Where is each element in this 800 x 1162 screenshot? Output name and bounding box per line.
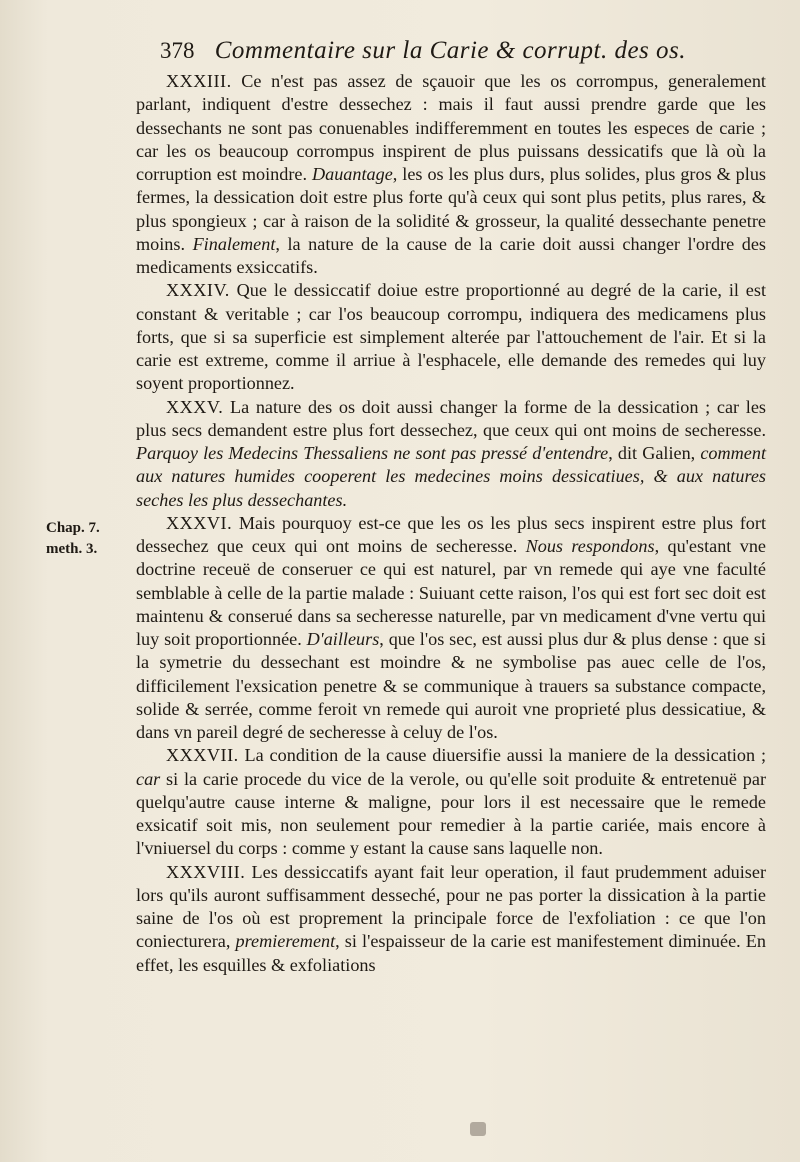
paragraph-number: XXXVI. — [166, 512, 233, 533]
paragraph — [136, 279, 766, 395]
italic-text: Dauantage — [311, 164, 393, 184]
paragraph-number: XXXVII. — [166, 745, 239, 766]
text-run: La nature des os doit aussi changer la forme de la dessication ; car les plus secs demandent estre plus fort dessechez, que ceux qui ont moins de secheresse. — [136, 396, 767, 440]
body-text — [136, 70, 766, 977]
text-run: Les dessiccatifs ayant fait leur operation, il faut prudemment aduiser lors qu'ils auront suffisamment desseché, pour ne pas porter la dissication à la partie saine de l'os où est proprement la principale force de l'exfoliation : ce que l'on coniecturera, — [136, 861, 767, 952]
margin-reference-chapter: Chap. 7. — [46, 520, 100, 536]
paragraph-number: XXXIV. — [166, 280, 230, 301]
page-number: 378 — [160, 38, 195, 63]
text-run: , si l'espaisseur de la carie est manifestement diminuée. En effet, les esquilles & exfoliations — [136, 931, 766, 975]
text-run: , la nature de la cause de la carie doit aussi changer l'ordre des medicaments exsiccatifs. — [136, 233, 766, 277]
italic-text: Nous respondons — [525, 536, 655, 556]
text-run: , dit Galien, — [608, 443, 701, 463]
paragraph — [136, 861, 766, 977]
paragraph-number: XXXV. — [166, 396, 224, 417]
text-run: Mais pourquoy est-ce que les os les plus secs inspirent estre plus fort dessechez que ceux qui ont moins de secheresse. — [136, 512, 766, 556]
italic-text: Parquoy les Medecins Thessaliens ne sont pas pressé d'entendre — [136, 443, 609, 463]
italic-text: D'ailleurs — [306, 629, 380, 649]
paragraph — [136, 396, 766, 512]
paragraph — [136, 70, 766, 279]
paragraph — [136, 512, 766, 745]
text-run: , qu'estant vne doctrine receuë de conseruer ce qui est naturel, par vn remede qui aye vne faculté semblable à celle de la partie malade : Suiuant cette raison, l'os qui est fort sec doit est maintenu & conserué dans sa secheresse naturelle, par vn medicament d'vne vertu qui luy soit proportionnée. — [136, 536, 766, 649]
text-run: , que l'os sec, est aussi plus dur & plus dense : que si la symetrie du dessechant est moindre & ne symbolise pas auec celle de l'os, difficilement l'exsication penetre & se communique à trauers sa substance compacte, solide & serrée, comme feroit vn remede qui auroit vne proprieté plus dessicatiue, & dans vn pareil degré de secheresse à celuy de l'os. — [136, 629, 766, 742]
margin-reference-method: meth. 3. — [46, 541, 98, 557]
text-run: , les os les plus durs, plus solides, plus gros & plus fermes, la dessication doit estre plus forte qu'à ceux qui sont plus petits, plus rares, & plus spongieux ; car à raison de la solidité & grosseur, la qualité dessechante penetre moins. — [136, 164, 767, 254]
text-run: Ce n'est pas assez de sçauoir que les os corrompus, generalement parlant, indiquent d'estre dessechez : mais il faut aussi prendre garde que les dessechants ne sont pas conuenables indifferemment en toutes les especes de carie ; car les os beaucoup corrompus inspirent de plus puissans dessicatifs que là où la corruption est moindre. — [136, 71, 766, 184]
text-run: La condition de la cause diuersifie aussi la maniere de la dessication ; — [244, 745, 767, 766]
paragraph-number: XXXVIII. — [166, 861, 246, 882]
italic-text: car — [136, 768, 161, 789]
ink-stain — [470, 1122, 486, 1136]
paragraph-number: XXXIII. — [166, 71, 232, 91]
paragraph — [136, 744, 766, 860]
running-title: Commentaire sur la Carie & corrupt. des os. — [214, 37, 687, 64]
margin-reference — [46, 518, 126, 560]
text-run: Que le dessiccatif doiue estre proportionné au degré de la carie, il est constant & veritable ; car l'os beaucoup corrompu, indiquera des medicamens plus forts, que si sa superficie est simplement alterée par l'attouchement de l'air. Et si la carie est extreme, comme il arriue à l'esphacele, elle demande des remedes qui luy soyent proportionnez. — [136, 280, 766, 394]
text-run: si la carie procede du vice de la verole, ou qu'elle soit produite & entretenuë par quelqu'autre cause interne & maligne, pour lors il est necessaire que le remede exsicatif soit mis, non seulement pour remedier à la partie cariée, mais encore à l'vniuersel du corps : comme y estant la cause sans laquelle non. — [136, 768, 766, 859]
italic-text: premierement — [235, 931, 336, 952]
italic-text: Finalement — [192, 233, 276, 254]
italic-text: comment aux natures humides cooperent les medecines moins dessicatiues, & aux natures seches les plus dessechantes. — [136, 443, 766, 510]
page-header — [160, 34, 700, 68]
